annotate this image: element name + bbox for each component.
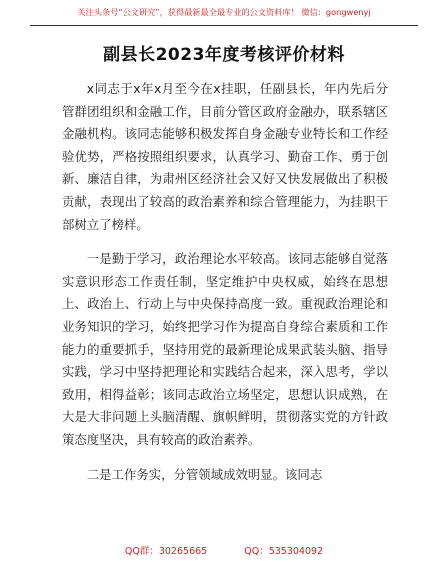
header-banner: 关注头条号“公文研究”，获得最新最全最专业的公文资料库！ 微信：gongwenyj	[77, 7, 371, 17]
paragraph-work: 二是工作务实，分管领域成效明显。该同志	[86, 466, 323, 482]
document-title: 副县长2023年度考核评价材料	[103, 45, 345, 65]
footer-qq-group: QQ群：30265665	[124, 546, 208, 557]
document-body	[62, 78, 388, 486]
header-divider	[30, 25, 418, 26]
footer-contact	[0, 543, 448, 557]
paragraph-study: 一是勤于学习，政治理论水平较高。该同志能够自觉落实意识形态工作责任制，坚定维护中央权威，始终在思想上、政治上、行动上与中央保持高度一致。重视政治理论和业务知识的学习，始终把学习作为提高自身综合素质和工作能力的重要抓手，坚持用党的最新理论成果武装头脑、指导实践，学习中坚持把理论和实践结合起来，深入思考，学以致用，相得益彰；该同志政治立场坚定，思想认识成熟，在大是大非问题上头脑清醒、旗帜鲜明，贯彻落实党的方针政策态度坚决，具有较高的政治素养。	[62, 251, 388, 447]
footer-qq-number: QQ：535304092	[244, 546, 324, 557]
paragraph-intro: x同志于x年x月至今在x挂职，任副县长，年内先后分管群团组织和金融工作，目前分管区政府金融办，联系辖区金融机构。该同志能够积极发挥自身金融专业特长和工作经验优势，严格按照组织要求，认真学习、勤奋工作、勇于创新、廉洁自律，为肃州区经济社会又好又快发展做出了积极贡献，表现出了较高的政治素养和综合管理能力，为挂职干部树立了榜样。	[62, 81, 388, 232]
